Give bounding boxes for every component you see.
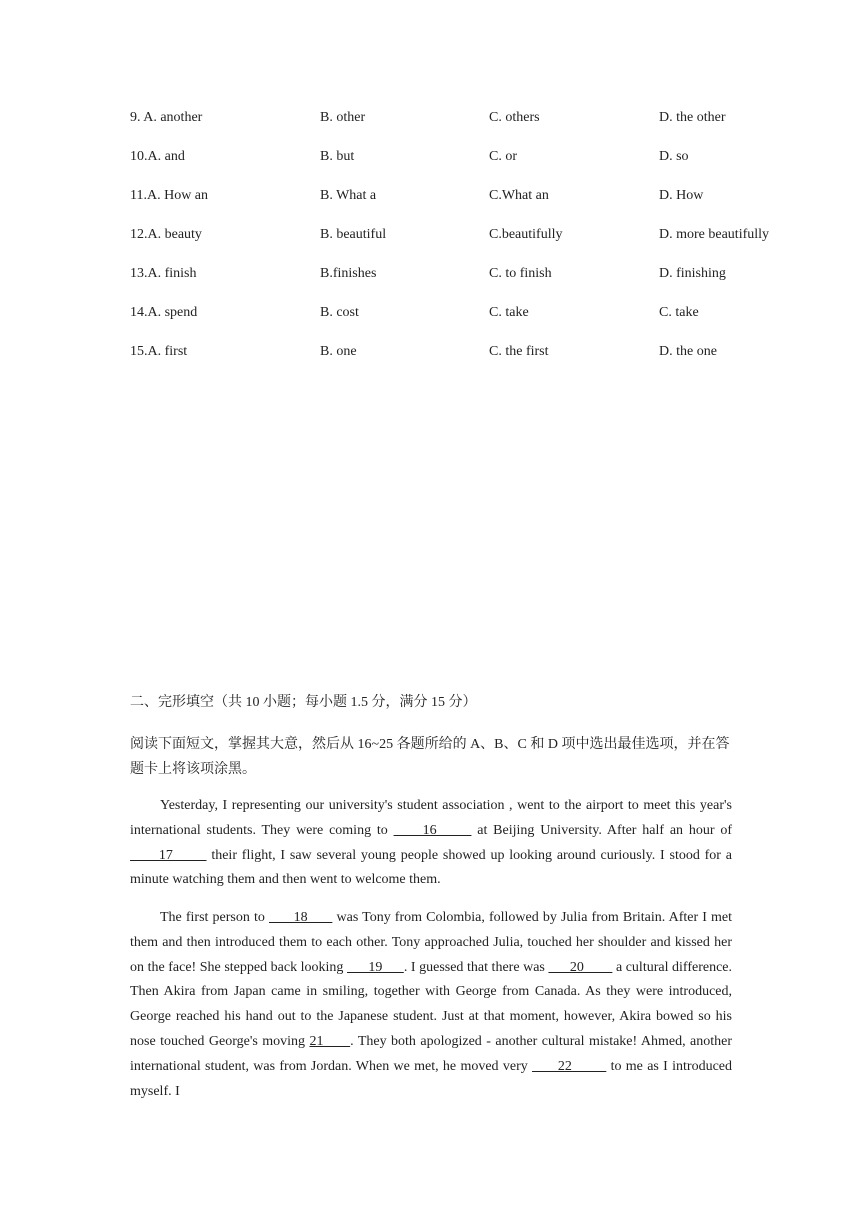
option-d: D. so <box>659 149 689 164</box>
option-c: C. take <box>489 305 529 320</box>
option-c: C. or <box>489 149 517 164</box>
passage-text: . They both apologized - another cultural mistake! Ahmed, another international student, was from Jordan. When we met, he moved very <box>130 1033 732 1074</box>
option-a: 14.A. spend <box>130 305 198 320</box>
option-b: B. beautiful <box>320 227 387 242</box>
blank-18: 18 <box>269 910 333 925</box>
option-a: 12.A. beauty <box>130 227 202 242</box>
option-a: 13.A. finish <box>130 266 197 281</box>
option-b: B. other <box>320 110 366 125</box>
option-b: B. What a <box>320 188 377 203</box>
passage-text: was Tony from Colombia, followed by Julia from Britain. After I met them and then introduced them to each other. Tony approached Julia, touched her shoulder and kissed her on the face! She stepped back looking <box>130 910 733 975</box>
option-a: 15.A. first <box>130 344 188 359</box>
option-row-15 <box>130 342 830 381</box>
blank-16: 16 <box>393 822 472 838</box>
passage-text: . I guessed that there was <box>403 959 549 975</box>
option-row-11 <box>130 186 830 225</box>
section-instructions: 阅读下面短文，掌握其大意，然后从 16~25 各题所给的 A、B、C 和 D 项中选出最佳选项，并在答题卡上将该项涂黑。 <box>130 737 730 777</box>
blank-21: 21 <box>309 1033 351 1049</box>
option-a: 9. A. another <box>130 110 203 125</box>
option-b: B. but <box>320 149 355 164</box>
option-row-9 <box>130 108 830 147</box>
passage-paragraph-2 <box>130 906 732 1104</box>
passage-text: Yesterday, I representing our university's student association , went to the airport to meet this year's international students. They were coming to <box>130 798 732 838</box>
option-row-10 <box>130 147 830 186</box>
blank-19: 19 <box>347 959 404 975</box>
option-c: C. others <box>489 110 540 125</box>
passage-text: their flight, I saw several young people showed up looking around curiously. I stood for a minute watching them and then went to welcome them. <box>130 847 732 888</box>
blank-17: 17 <box>130 847 207 863</box>
option-d: D. more beautifully <box>659 227 770 242</box>
option-c: C.What an <box>489 188 549 203</box>
passage-text: The first person to <box>160 910 269 925</box>
option-row-14 <box>130 303 830 342</box>
option-d: D. finishing <box>659 266 726 281</box>
passage-text: to me as I introduced myself. I <box>130 1058 733 1099</box>
option-row-12 <box>130 225 830 264</box>
passage-paragraph-1 <box>130 794 732 893</box>
option-b: B.finishes <box>320 266 377 281</box>
option-d: D. the one <box>659 344 717 359</box>
option-a: 10.A. and <box>130 149 185 164</box>
option-c: C.beautifully <box>489 227 563 242</box>
option-a: 11.A. How an <box>130 188 209 203</box>
blank-20: 20 <box>548 959 613 975</box>
option-d: C. take <box>659 305 699 320</box>
option-b: B. cost <box>320 305 359 320</box>
passage-text: a cultural difference. Then Akira from Japan came in smiling, together with George from Canada. As they were introduced, George reached his hand out to the Japanese student. Just at that moment, however, Akira bowed so his nose touched George's moving <box>130 959 733 1049</box>
option-row-13 <box>130 264 830 303</box>
option-c: C. the first <box>489 344 549 359</box>
option-b: B. one <box>320 344 357 359</box>
answer-options <box>130 108 830 381</box>
section-heading: 二、完形填空（共 10 小题；每小题 1.5 分，满分 15 分） <box>130 695 477 710</box>
passage-text: at Beijing University. After half an hour of <box>471 822 732 838</box>
option-d: D. How <box>659 188 704 203</box>
option-d: D. the other <box>659 110 726 125</box>
blank-22: 22 <box>532 1058 607 1074</box>
option-c: C. to finish <box>489 266 552 281</box>
